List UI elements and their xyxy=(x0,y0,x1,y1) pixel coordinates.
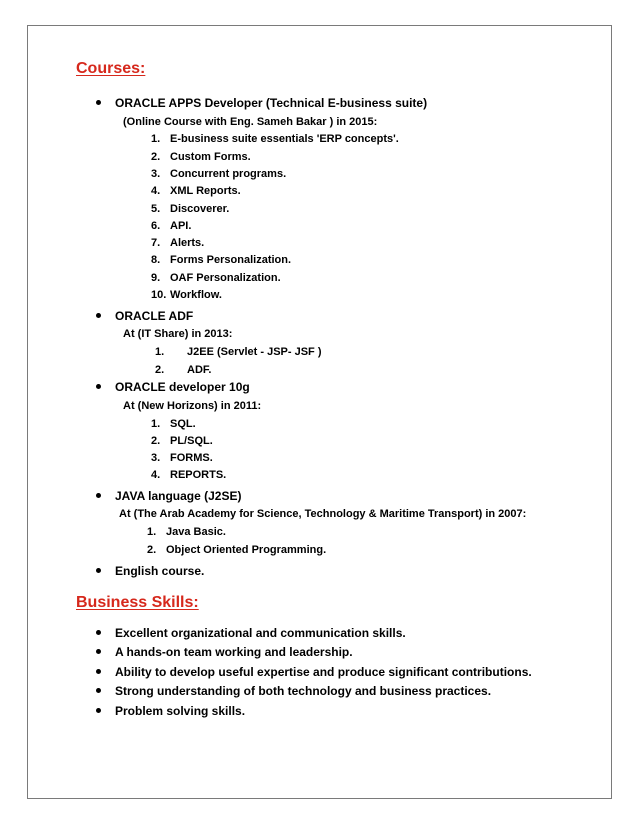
skill-item: Ability to develop useful expertise and produce significant contributions. xyxy=(96,665,532,679)
bullet-icon xyxy=(96,493,101,498)
list-item: 4. REPORTS. xyxy=(151,469,227,481)
list-item: 5. Discoverer. xyxy=(151,203,230,215)
skill-item: Strong understanding of both technology and business practices. xyxy=(96,684,491,698)
list-item: 4. XML Reports. xyxy=(151,185,241,197)
course-note: (Online Course with Eng. Sameh Bakar ) in 2015: xyxy=(123,116,378,128)
list-item: 6. API. xyxy=(151,220,192,232)
list-item: 2. Custom Forms. xyxy=(151,151,251,163)
list-item: 3. FORMS. xyxy=(151,452,213,464)
course-title: English course. xyxy=(115,564,205,578)
course-note: At (New Horizons) in 2011: xyxy=(123,400,262,412)
skill-item: Problem solving skills. xyxy=(96,704,245,718)
list-item: 1. E-business suite essentials 'ERP concepts'. xyxy=(151,133,399,145)
course-note: At (IT Share) in 2013: xyxy=(123,328,233,340)
skill-item: Excellent organizational and communication skills. xyxy=(96,626,406,640)
list-item: 2. ADF. xyxy=(155,364,212,376)
course-title: JAVA language (J2SE) xyxy=(115,489,242,503)
bullet-icon xyxy=(96,708,101,713)
bullet-icon xyxy=(96,669,101,674)
course-title: ORACLE ADF xyxy=(115,309,194,323)
list-item: 3. Concurrent programs. xyxy=(151,168,287,180)
list-item: 10. Workflow. xyxy=(151,289,222,301)
skill-item: A hands-on team working and leadership. xyxy=(96,645,353,659)
list-item: 1. Java Basic. xyxy=(147,526,226,538)
list-item: 8. Forms Personalization. xyxy=(151,254,292,266)
list-item: 2. PL/SQL. xyxy=(151,435,213,447)
bullet-icon xyxy=(96,384,101,389)
bullet-icon xyxy=(96,100,101,105)
list-item: 2. Object Oriented Programming. xyxy=(147,544,327,556)
course-oracle-apps xyxy=(96,96,427,110)
list-item: 9. OAF Personalization. xyxy=(151,272,281,284)
bullet-icon xyxy=(96,688,101,693)
list-item: 1. J2EE (Servlet - JSP- JSF ) xyxy=(155,346,322,358)
course-title: ORACLE developer 10g xyxy=(115,380,250,394)
courses-heading: Courses: xyxy=(76,60,146,77)
course-note: At (The Arab Academy for Science, Technology & Maritime Transport) in 2007: xyxy=(119,508,527,520)
course-title: ORACLE APPS Developer (Technical E-business suite) xyxy=(115,96,428,110)
list-item: 7. Alerts. xyxy=(151,237,205,249)
bullet-icon xyxy=(96,649,101,654)
course-oracle-developer xyxy=(96,380,250,394)
bullet-icon xyxy=(96,313,101,318)
course-java xyxy=(96,489,241,503)
course-oracle-adf xyxy=(96,309,193,323)
business-skills-heading: Business Skills: xyxy=(76,594,199,611)
course-english xyxy=(96,564,204,578)
bullet-icon xyxy=(96,568,101,573)
bullet-icon xyxy=(96,630,101,635)
list-item: 1. SQL. xyxy=(151,418,196,430)
